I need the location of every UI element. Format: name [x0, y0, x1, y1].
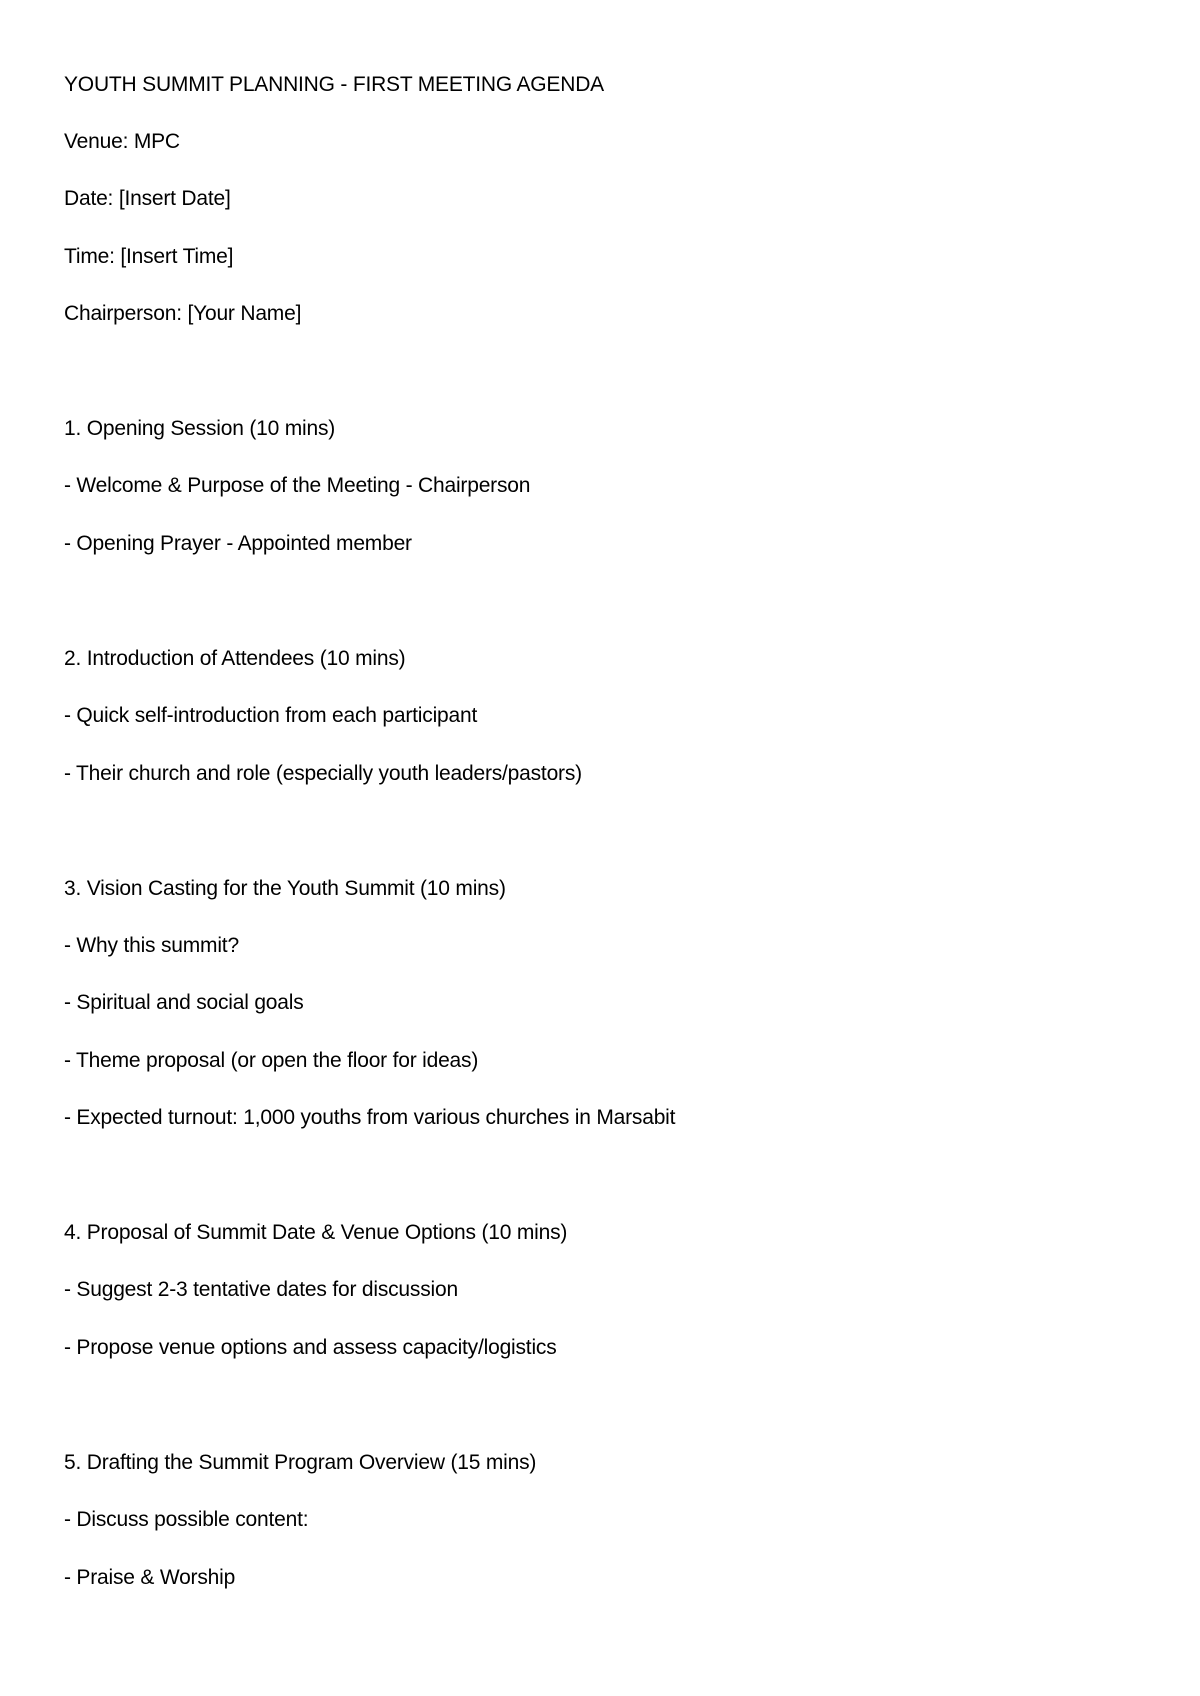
section-4-item: - Propose venue options and assess capacity/logistics	[64, 1336, 557, 1359]
section-3-item: - Expected turnout: 1,000 youths from various churches in Marsabit	[64, 1106, 676, 1129]
section-4-heading: 4. Proposal of Summit Date & Venue Options (10 mins)	[64, 1221, 568, 1244]
section-3-heading: 3. Vision Casting for the Youth Summit (10 mins)	[64, 877, 506, 900]
section-1-item: - Opening Prayer - Appointed member	[64, 532, 412, 555]
section-3-item: - Spiritual and social goals	[64, 991, 304, 1014]
section-5-item: - Praise & Worship	[64, 1566, 236, 1589]
section-3-item: - Why this summit?	[64, 934, 239, 957]
meta-chairperson: Chairperson: [Your Name]	[64, 302, 302, 325]
section-2-item: - Their church and role (especially youth leaders/pastors)	[64, 762, 582, 785]
section-3-item: - Theme proposal (or open the floor for ideas)	[64, 1049, 479, 1072]
section-4-item: - Suggest 2-3 tentative dates for discussion	[64, 1278, 458, 1301]
meta-time: Time: [Insert Time]	[64, 245, 234, 268]
document-title: YOUTH SUMMIT PLANNING - FIRST MEETING AGENDA	[64, 73, 604, 96]
section-1-item: - Welcome & Purpose of the Meeting - Chairperson	[64, 474, 531, 497]
section-2-heading: 2. Introduction of Attendees (10 mins)	[64, 647, 406, 670]
section-5-item: - Discuss possible content:	[64, 1508, 309, 1531]
section-1-heading: 1. Opening Session (10 mins)	[64, 417, 336, 440]
section-5-heading: 5. Drafting the Summit Program Overview (15 mins)	[64, 1451, 537, 1474]
meta-venue: Venue: MPC	[64, 130, 180, 153]
meta-date: Date: [Insert Date]	[64, 187, 231, 210]
section-2-item: - Quick self-introduction from each participant	[64, 704, 478, 727]
